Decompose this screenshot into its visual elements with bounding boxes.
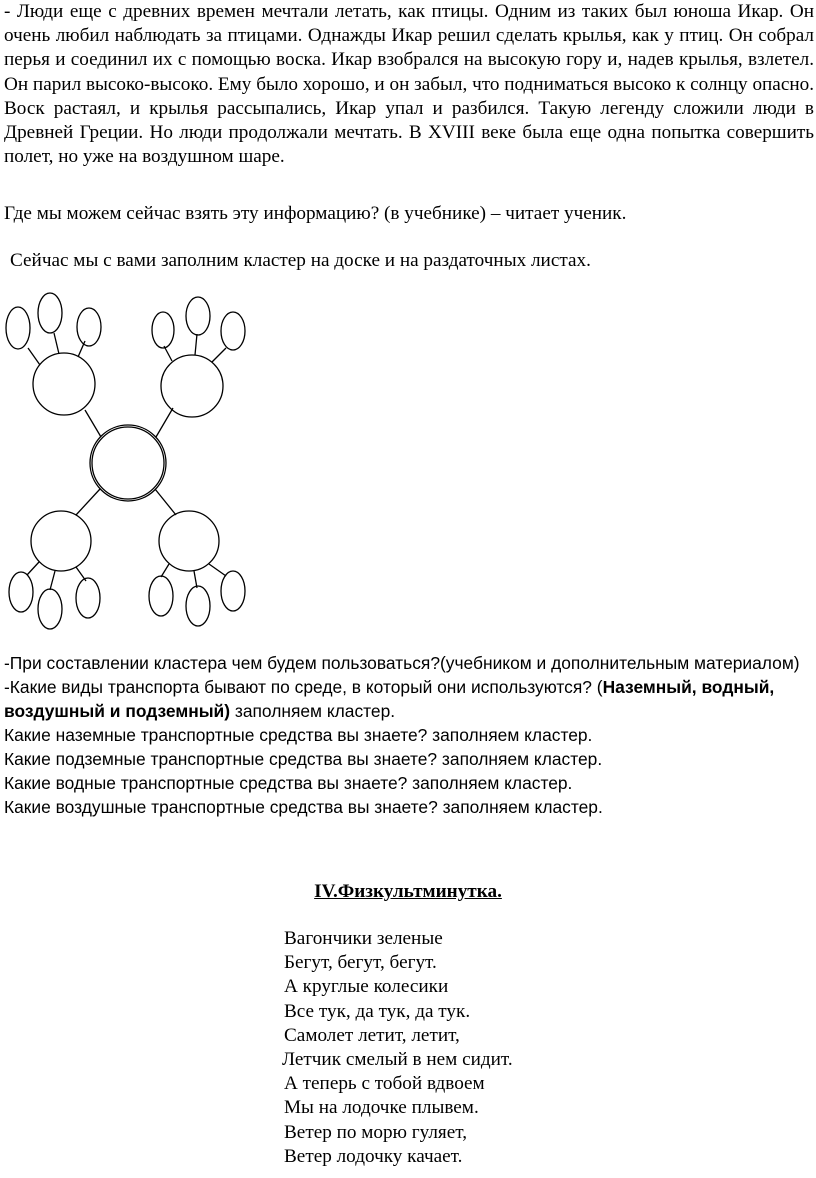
branch-circle-bottom-left — [31, 511, 91, 571]
poem — [284, 927, 513, 1169]
connector — [54, 333, 59, 354]
question-5: Какие водные транспортные средства вы знаете? заполняем кластер. — [4, 773, 573, 793]
question-2-suffix: заполняем кластер. — [230, 701, 396, 721]
connector — [28, 348, 40, 365]
connector — [212, 348, 226, 362]
branch-circle-top-right — [161, 355, 223, 417]
connector — [27, 562, 39, 575]
source-question: Где мы можем сейчас взять эту информацию? (в учебнике) – читает ученик. — [4, 203, 627, 224]
leaf-oval — [221, 571, 245, 611]
branch-circle-bottom-right — [159, 511, 219, 571]
poem-line: А круглые колесики — [284, 976, 449, 998]
leaf-oval — [152, 312, 174, 348]
question-2-prefix: -Какие виды транспорта бывают по среде, в который они используются? ( — [4, 677, 603, 697]
section-heading: IV.Физкультминутка. — [314, 881, 502, 902]
leaf-oval — [149, 576, 173, 616]
connector — [50, 571, 55, 590]
connector — [209, 564, 226, 576]
leaf-oval — [186, 586, 210, 626]
leaf-oval — [9, 572, 33, 612]
question-4: Какие подземные транспортные средства вы знаете? заполняем кластер. — [4, 749, 603, 769]
question-1: -При составлении кластера чем будем пользоваться?(учебником и дополнительным материалом) — [4, 653, 800, 673]
poem-line: А теперь с тобой вдвоем — [284, 1073, 485, 1095]
cluster-diagram — [0, 285, 816, 640]
connector-bottom-right — [155, 489, 176, 515]
poem-line: Вагончики зеленые — [284, 928, 443, 949]
poem-line: Бегут, бегут, бегут. — [284, 952, 437, 974]
connector-top-left — [85, 410, 101, 437]
leaf-oval — [38, 293, 62, 333]
connector — [161, 564, 169, 577]
poem-line: Самолет летит, летит, — [284, 1024, 460, 1046]
leaf-oval — [77, 308, 101, 346]
connector — [78, 341, 85, 357]
branch-circle-top-left — [33, 353, 95, 415]
connector-top-right — [156, 408, 173, 437]
poem-line: Ветер по морю гуляет, — [284, 1121, 468, 1143]
connector-bottom-left — [76, 489, 100, 515]
question-6: Какие воздушные транспортные средства вы знаете? заполняем кластер. — [4, 797, 603, 817]
cluster-center-circle-inner — [92, 427, 164, 499]
questions-block — [4, 651, 812, 819]
intro-paragraph: - Люди еще с древних времен мечтали летать, как птицы. Одним из таких был юноша Икар. Он очень любил наблюдать за птицами. Однажды Икар решил сделать крылья, как у птиц. Он собрал перья и соединил их с помощью воска. Икар взобрался на высокую гору и, надев крылья, взлетел. Он парил высоко-высоко. Ему было хорошо, и он забыл, что подниматься высоко к солнцу опасно. Воск растаял, и крылья рассыпались, Икар упал и разбился. Такую легенду сложили люди в Древней Греции. Но люди продолжали мечтать. В XVIII веке была еще одна попытка совершить полет, но уже на воздушном шаре. — [4, 1, 814, 168]
leaf-oval — [38, 589, 62, 629]
connector — [195, 334, 197, 355]
leaf-oval — [186, 297, 210, 335]
cluster-center-circle — [90, 425, 166, 501]
question-3: Какие наземные транспортные средства вы знаете? заполняем кластер. — [4, 725, 593, 745]
poem-line: Ветер лодочку качает. — [284, 1145, 463, 1167]
cluster-intro: Сейчас мы с вами заполним кластер на доске и на раздаточных листах. — [10, 250, 591, 271]
leaf-oval — [76, 578, 100, 618]
question-2-bold: Наземный, водный, воздушный и подземный) — [4, 677, 775, 721]
leaf-oval — [6, 307, 30, 349]
intro-text — [4, 0, 814, 169]
leaf-oval — [221, 312, 245, 350]
poem-line: Мы на лодочке плывем. — [284, 1097, 479, 1119]
connector — [194, 571, 197, 588]
question-2 — [4, 675, 812, 723]
poem-line: Все тук, да тук, да тук. — [284, 1000, 471, 1022]
poem-line: Летчик смелый в нем сидит. — [282, 1049, 513, 1071]
